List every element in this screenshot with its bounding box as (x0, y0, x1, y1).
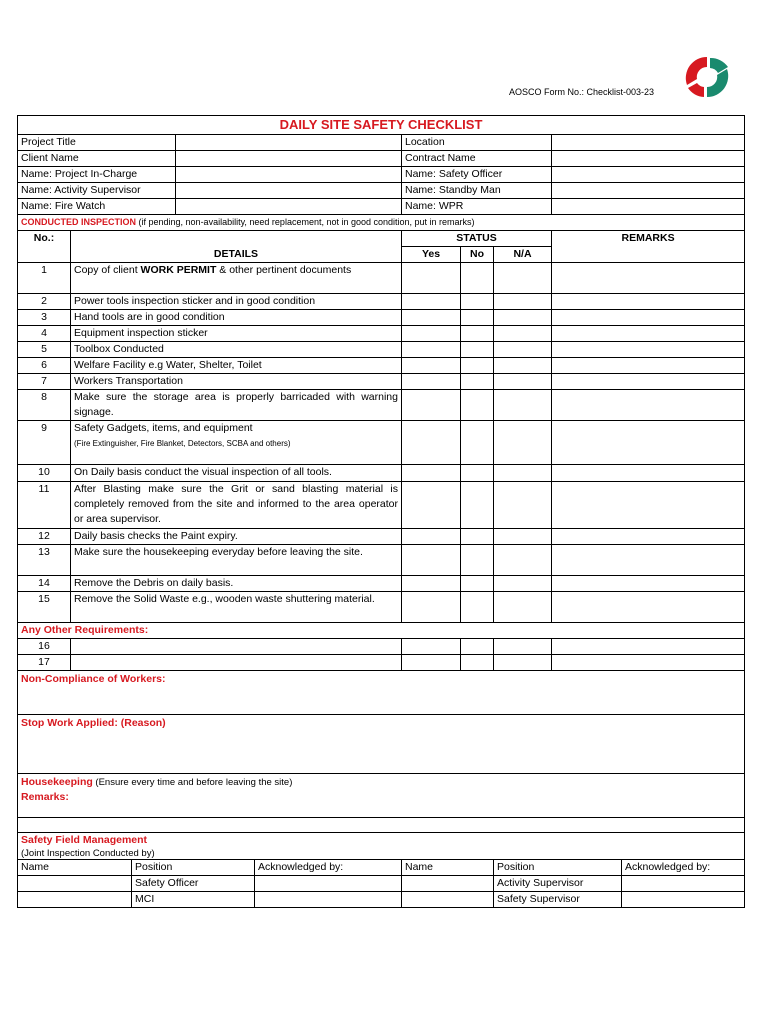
item-text: Power tools inspection sticker and in good condition (74, 295, 316, 307)
item-number: 17 (18, 655, 71, 671)
status-yes-cell[interactable] (402, 294, 461, 310)
item-text: After Blasting make sure the Grit or sand blasting material is completely removed from the site and informed to the area operator or area supervisor. (74, 483, 398, 525)
info-value-left[interactable] (176, 135, 402, 151)
sfm-position-cell: Safety Officer (132, 876, 255, 892)
item-text: Safety Gadgets, items, and equipment (74, 422, 253, 434)
sfm-row (18, 892, 745, 908)
info-label-right: Contract Name (402, 151, 552, 167)
housekeeping-label: Housekeeping (21, 776, 93, 788)
item-text: Equipment inspection sticker (74, 327, 208, 339)
stopwork-label: Stop Work Applied: (Reason) (21, 717, 166, 729)
info-label-right: Name: WPR (402, 199, 552, 215)
info-value-right[interactable] (552, 151, 745, 167)
status-yes-cell[interactable] (402, 421, 461, 465)
checklist-row (18, 294, 745, 310)
item-bold-text: WORK PERMIT (140, 264, 217, 276)
col-no-status-header: No (461, 247, 494, 263)
item-text: On Daily basis conduct the visual inspection of all tools. (74, 466, 332, 478)
remarks-cell[interactable] (552, 358, 745, 374)
info-label-left: Name: Project In-Charge (18, 167, 176, 183)
status-yes-cell[interactable] (402, 342, 461, 358)
sfm-entry-cell[interactable] (622, 892, 745, 908)
status-yes-cell[interactable] (402, 263, 461, 294)
status-yes-cell[interactable] (402, 390, 461, 421)
sfm-header-cell: Name (402, 860, 494, 876)
status-no-cell[interactable] (461, 529, 494, 545)
info-value-right[interactable] (552, 135, 745, 151)
sfm-header-row (18, 860, 745, 876)
status-no-cell[interactable] (461, 374, 494, 390)
info-row (18, 183, 745, 199)
status-yes-cell[interactable] (402, 310, 461, 326)
sfm-entry-cell[interactable] (255, 876, 402, 892)
item-details (71, 374, 402, 390)
item-details (71, 592, 402, 623)
checklist-row (18, 545, 745, 576)
sfm-header-cell: Name (18, 860, 132, 876)
status-yes-cell[interactable] (402, 545, 461, 576)
item-details (71, 390, 402, 421)
status-na-cell[interactable] (494, 465, 552, 482)
status-no-cell[interactable] (461, 358, 494, 374)
status-yes-cell[interactable] (402, 465, 461, 482)
status-yes-cell[interactable] (402, 374, 461, 390)
status-no-cell[interactable] (461, 655, 494, 671)
info-row (18, 167, 745, 183)
item-text: & other pertinent documents (216, 264, 352, 276)
status-na-cell[interactable] (494, 576, 552, 592)
status-no-cell[interactable] (461, 639, 494, 655)
noncompliance-label: Non-Compliance of Workers: (21, 673, 166, 685)
remarks-cell[interactable] (552, 465, 745, 482)
item-details (71, 358, 402, 374)
remarks-cell[interactable] (552, 545, 745, 576)
status-na-cell[interactable] (494, 310, 552, 326)
item-details[interactable] (71, 639, 402, 655)
item-number: 15 (18, 592, 71, 623)
info-label-left: Name: Fire Watch (18, 199, 176, 215)
checklist-row (18, 263, 745, 294)
status-yes-cell[interactable] (402, 592, 461, 623)
status-no-cell[interactable] (461, 263, 494, 294)
item-text: Toolbox Conducted (74, 343, 164, 355)
other-requirement-row (18, 639, 745, 655)
item-number: 12 (18, 529, 71, 545)
housekeeping-note: (Ensure every time and before leaving the site) (92, 777, 293, 788)
remarks-cell[interactable] (552, 263, 745, 294)
stopwork-box[interactable] (18, 715, 745, 774)
checklist-row (18, 390, 745, 421)
status-yes-cell[interactable] (402, 529, 461, 545)
sfm-entry-cell[interactable] (622, 876, 745, 892)
housekeeping-box[interactable] (18, 774, 745, 818)
item-number: 16 (18, 639, 71, 655)
item-number: 8 (18, 390, 71, 421)
remarks-cell[interactable] (552, 421, 745, 465)
remarks-cell[interactable] (552, 529, 745, 545)
sfm-position-cell: MCI (132, 892, 255, 908)
sfm-table (17, 859, 745, 908)
remarks-label: Remarks: (21, 791, 69, 803)
col-no-header: No.: (18, 231, 71, 263)
col-remarks-header: REMARKS (552, 231, 745, 263)
status-na-cell[interactable] (494, 358, 552, 374)
page-title: DAILY SITE SAFETY CHECKLIST (279, 116, 483, 132)
remarks-cell[interactable] (552, 294, 745, 310)
status-na-cell[interactable] (494, 655, 552, 671)
info-row (18, 151, 745, 167)
checklist-row (18, 358, 745, 374)
other-requirements-label: Any Other Requirements: (21, 624, 149, 636)
col-status-header: STATUS (402, 231, 552, 247)
status-no-cell[interactable] (461, 294, 494, 310)
status-na-cell[interactable] (494, 326, 552, 342)
status-na-cell[interactable] (494, 545, 552, 576)
remarks-cell[interactable] (552, 655, 745, 671)
checklist-row (18, 421, 745, 465)
remarks-cell[interactable] (552, 576, 745, 592)
status-yes-cell[interactable] (402, 639, 461, 655)
item-details (71, 310, 402, 326)
item-details (71, 263, 402, 294)
checklist-row (18, 576, 745, 592)
sfm-entry-cell[interactable] (18, 892, 132, 908)
item-number: 5 (18, 342, 71, 358)
item-text: Workers Transportation (74, 375, 183, 387)
checklist-row (18, 465, 745, 482)
item-number: 9 (18, 421, 71, 465)
info-label-left: Client Name (18, 151, 176, 167)
status-no-cell[interactable] (461, 342, 494, 358)
info-label-right: Name: Standby Man (402, 183, 552, 199)
item-details (71, 465, 402, 482)
item-text: Make sure the housekeeping everyday before leaving the site. (74, 546, 363, 558)
status-no-cell[interactable] (461, 390, 494, 421)
remarks-cell[interactable] (552, 326, 745, 342)
item-details (71, 545, 402, 576)
checklist-row (18, 529, 745, 545)
info-label-left: Project Title (18, 135, 176, 151)
status-na-cell[interactable] (494, 639, 552, 655)
info-label-right: Name: Safety Officer (402, 167, 552, 183)
info-value-right[interactable] (552, 183, 745, 199)
status-no-cell[interactable] (461, 310, 494, 326)
info-label-right: Location (402, 135, 552, 151)
col-yes-header: Yes (402, 247, 461, 263)
col-details-header: DETAILS (71, 231, 402, 263)
info-value-right[interactable] (552, 167, 745, 183)
status-na-cell[interactable] (494, 592, 552, 623)
checklist-row (18, 310, 745, 326)
item-number: 14 (18, 576, 71, 592)
status-no-cell[interactable] (461, 592, 494, 623)
inspection-label: CONDUCTED INSPECTION (21, 217, 137, 227)
status-no-cell[interactable] (461, 545, 494, 576)
item-details (71, 576, 402, 592)
info-value-left[interactable] (176, 183, 402, 199)
status-yes-cell[interactable] (402, 326, 461, 342)
info-label-left: Name: Activity Supervisor (18, 183, 176, 199)
item-details (71, 482, 402, 529)
sfm-header-cell: Position (132, 860, 255, 876)
sfm-header-cell: Position (494, 860, 622, 876)
status-na-cell[interactable] (494, 342, 552, 358)
aosco-logo-icon (684, 55, 730, 99)
remarks-cell[interactable] (552, 482, 745, 529)
sfm-row (18, 876, 745, 892)
item-details (71, 529, 402, 545)
item-details (71, 342, 402, 358)
status-na-cell[interactable] (494, 421, 552, 465)
remarks-cell[interactable] (552, 342, 745, 358)
item-number: 7 (18, 374, 71, 390)
info-value-left[interactable] (176, 199, 402, 215)
status-na-cell[interactable] (494, 294, 552, 310)
info-row (18, 199, 745, 215)
item-text: Remove the Debris on daily basis. (74, 577, 234, 589)
item-subtext: (Fire Extinguisher, Fire Blanket, Detectors, SCBA and others) (74, 439, 291, 448)
sfm-header-cell: Acknowledged by: (622, 860, 745, 876)
status-yes-cell[interactable] (402, 655, 461, 671)
sfm-position-cell: Activity Supervisor (494, 876, 622, 892)
item-number: 1 (18, 263, 71, 294)
noncompliance-box[interactable] (18, 671, 745, 715)
sfm-entry-cell[interactable] (402, 876, 494, 892)
sfm-entry-cell[interactable] (18, 876, 132, 892)
checklist-row (18, 482, 745, 529)
item-text: Copy of client (74, 264, 141, 276)
status-no-cell[interactable] (461, 326, 494, 342)
checklist-row (18, 326, 745, 342)
status-yes-cell[interactable] (402, 576, 461, 592)
remarks-cell[interactable] (552, 592, 745, 623)
item-text: Remove the Solid Waste e.g., wooden waste shuttering material. (74, 593, 375, 605)
item-number: 6 (18, 358, 71, 374)
sfm-note: (Joint Inspection Conducted by) (21, 848, 155, 859)
info-row (18, 135, 745, 151)
status-no-cell[interactable] (461, 421, 494, 465)
item-number: 10 (18, 465, 71, 482)
status-yes-cell[interactable] (402, 482, 461, 529)
status-na-cell[interactable] (494, 390, 552, 421)
info-value-right[interactable] (552, 199, 745, 215)
sfm-label: Safety Field Management (21, 834, 148, 846)
item-details (71, 421, 402, 465)
checklist-row (18, 374, 745, 390)
info-value-left[interactable] (176, 151, 402, 167)
sfm-position-cell: Safety Supervisor (494, 892, 622, 908)
item-number: 4 (18, 326, 71, 342)
item-details (71, 294, 402, 310)
other-requirement-row (18, 655, 745, 671)
form-number: AOSCO Form No.: Checklist-003-23 (509, 87, 655, 97)
col-na-header: N/A (494, 247, 552, 263)
status-na-cell[interactable] (494, 482, 552, 529)
sfm-header-cell: Acknowledged by: (255, 860, 402, 876)
status-no-cell[interactable] (461, 482, 494, 529)
info-value-left[interactable] (176, 167, 402, 183)
item-text: Hand tools are in good condition (74, 311, 225, 323)
sfm-entry-cell[interactable] (402, 892, 494, 908)
status-na-cell[interactable] (494, 529, 552, 545)
remarks-cell[interactable] (552, 310, 745, 326)
sfm-entry-cell[interactable] (255, 892, 402, 908)
item-text: Daily basis checks the Paint expiry. (74, 530, 238, 542)
checklist-table (17, 115, 745, 861)
status-no-cell[interactable] (461, 576, 494, 592)
item-number: 11 (18, 482, 71, 529)
status-no-cell[interactable] (461, 465, 494, 482)
status-na-cell[interactable] (494, 374, 552, 390)
item-text: Make sure the storage area is properly barricaded with warning signage. (74, 391, 398, 418)
item-details (71, 326, 402, 342)
remarks-cell[interactable] (552, 390, 745, 421)
item-details[interactable] (71, 655, 402, 671)
status-yes-cell[interactable] (402, 358, 461, 374)
item-number: 2 (18, 294, 71, 310)
remarks-cell[interactable] (552, 639, 745, 655)
checklist-row (18, 592, 745, 623)
checklist-row (18, 342, 745, 358)
item-number: 13 (18, 545, 71, 576)
item-number: 3 (18, 310, 71, 326)
item-text: Welfare Facility e.g Water, Shelter, Toilet (74, 359, 262, 371)
remarks-cell[interactable] (552, 374, 745, 390)
status-na-cell[interactable] (494, 263, 552, 294)
inspection-note: (if pending, non-availability, need replacement, not in good condition, put in remarks) (136, 217, 475, 227)
